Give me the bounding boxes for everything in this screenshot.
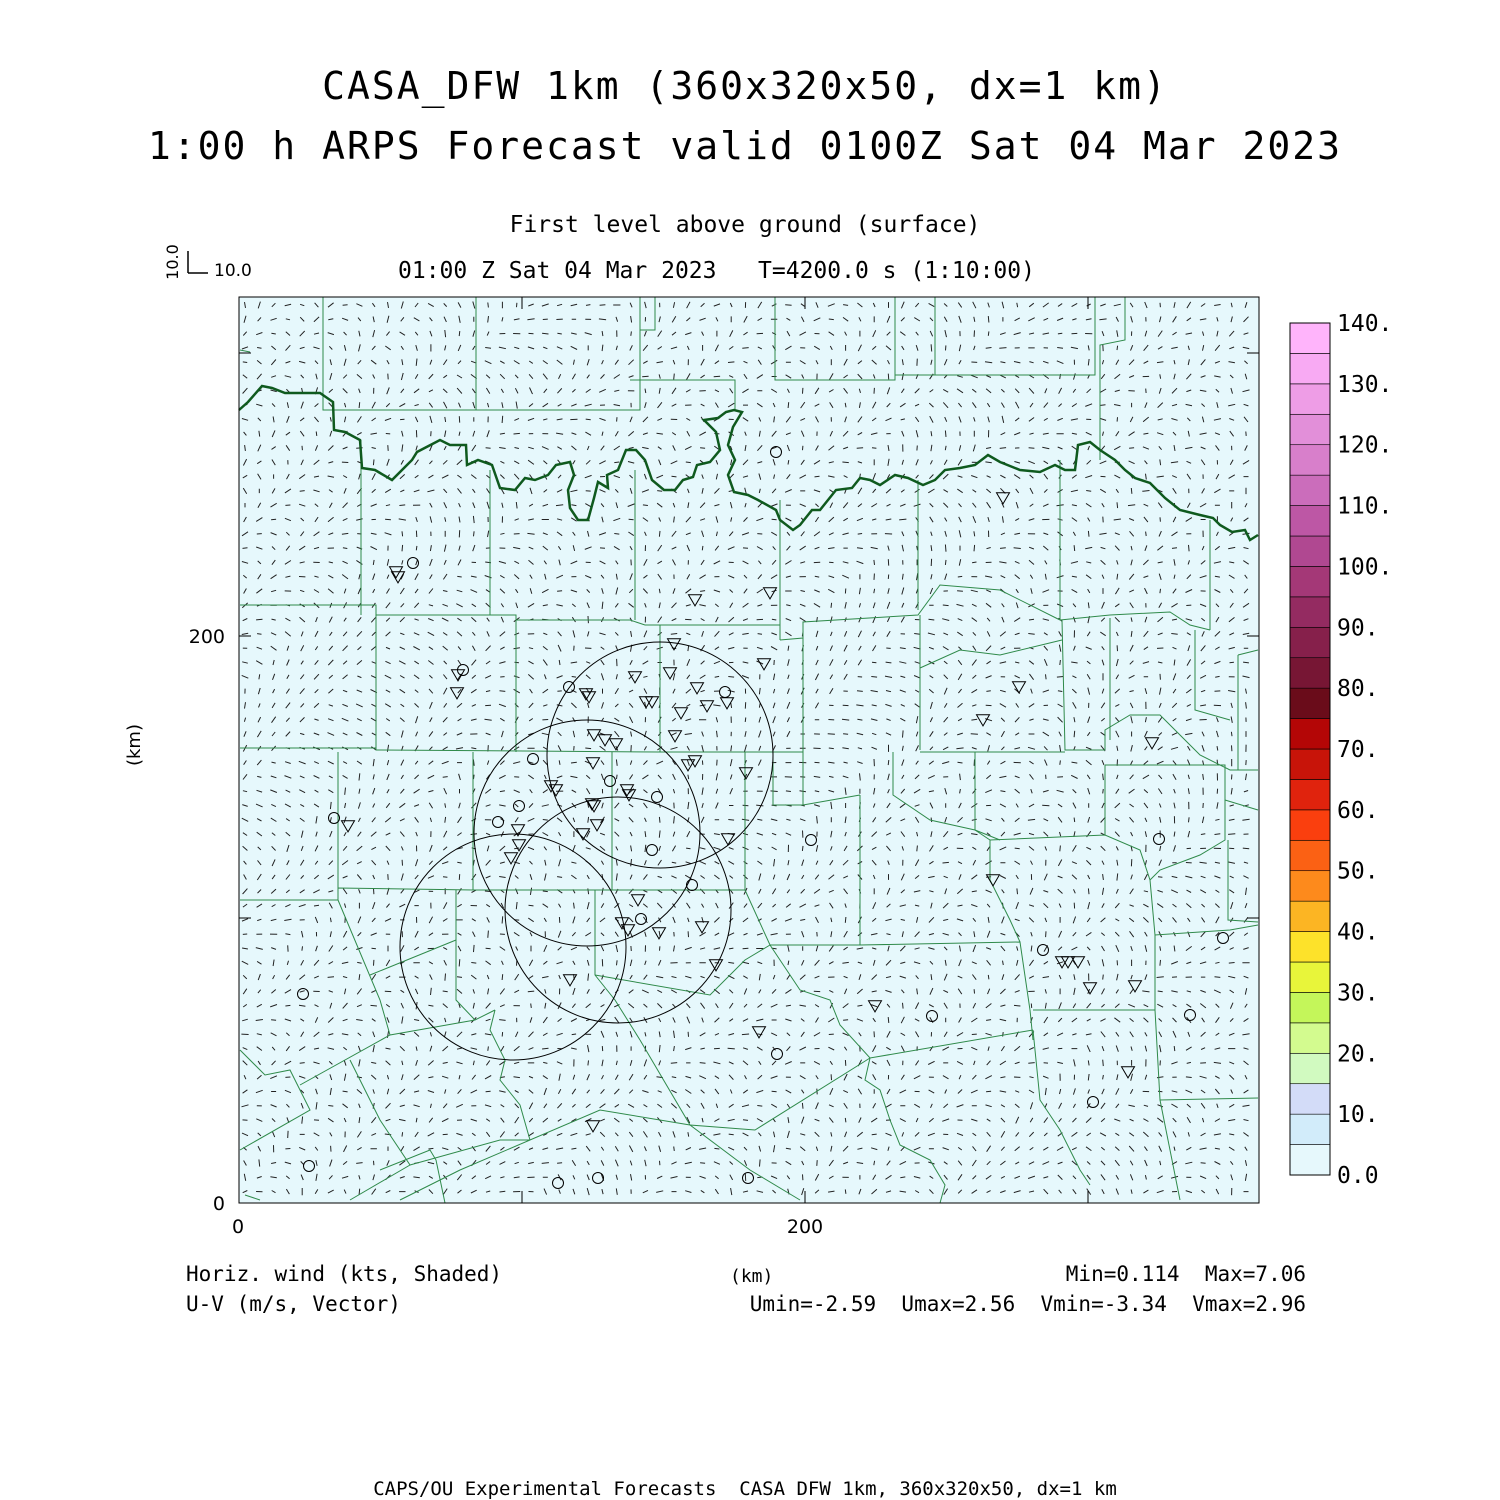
colorbar-label: 50.: [1337, 858, 1379, 885]
colorbar-label: 20.: [1337, 1041, 1379, 1068]
colorbar-cell: [1290, 810, 1330, 840]
colorbar-cell: [1290, 414, 1330, 444]
colorbar-cell: [1290, 992, 1330, 1022]
credit-line: CAPS/OU Experimental Forecasts CASA DFW 1km, 360x320x50, dx=1 km: [373, 1478, 1117, 1500]
field-description: Horiz. wind (kts, Shaded): [186, 1262, 503, 1286]
colorbar-cell: [1290, 901, 1330, 931]
colorbar-cells: [1290, 323, 1330, 1175]
colorbar-cell: [1290, 1145, 1330, 1175]
colorbar-cell: [1290, 353, 1330, 383]
colorbar-cell: [1290, 627, 1330, 657]
colorbar-label: 100.: [1337, 554, 1393, 581]
colorbar-label: 130.: [1337, 371, 1393, 398]
y-tick-200: 200: [188, 626, 225, 648]
colorbar-cell: [1290, 1023, 1330, 1053]
colorbar-cell: [1290, 962, 1330, 992]
colorbar-cell: [1290, 597, 1330, 627]
colorbar-label: 30.: [1337, 980, 1379, 1007]
colorbar-cell: [1290, 932, 1330, 962]
colorbar-cell: [1290, 506, 1330, 536]
colorbar-cell: [1290, 384, 1330, 414]
colorbar-cell: [1290, 1084, 1330, 1114]
colorbar-cell: [1290, 445, 1330, 475]
colorbar-cell: [1290, 475, 1330, 505]
colorbar-cell: [1290, 536, 1330, 566]
colorbar-label: 110.: [1337, 493, 1393, 520]
uv-stats: Umin=-2.59 Umax=2.56 Vmin=-3.34 Vmax=2.96: [749, 1292, 1306, 1316]
colorbar-cell: [1290, 840, 1330, 870]
colorbar-cell: [1290, 323, 1330, 353]
colorbar-label: 80.: [1337, 676, 1379, 703]
min-max-stats: Min=0.114 Max=7.06: [1065, 1262, 1306, 1286]
colorbar-label: 120.: [1337, 432, 1393, 459]
y-tick-0: 0: [212, 1193, 225, 1215]
colorbar-cell: [1290, 688, 1330, 718]
x-axis-label: (km): [730, 1266, 774, 1287]
colorbar: [1290, 311, 1392, 1189]
colorbar-cell: [1290, 871, 1330, 901]
colorbar-cell: [1290, 779, 1330, 809]
plot-title: CASA_DFW 1km (360x320x50, dx=1 km): [322, 64, 1168, 108]
colorbar-cell: [1290, 749, 1330, 779]
colorbar-cell: [1290, 719, 1330, 749]
colorbar-cell: [1290, 1114, 1330, 1144]
x-tick-200: 200: [786, 1216, 824, 1238]
colorbar-label: 10.: [1337, 1102, 1379, 1129]
colorbar-labels: [1337, 311, 1392, 1189]
map-panel: [239, 297, 1259, 1203]
reference-vector-horizontal-label: 10.0: [214, 261, 252, 281]
colorbar-label: 60.: [1337, 797, 1379, 824]
level-label: First level above ground (surface): [509, 212, 981, 238]
colorbar-label: 40.: [1337, 919, 1379, 946]
valid-time-label: 01:00 Z Sat 04 Mar 2023 T=4200.0 s (1:10:00): [398, 258, 1035, 284]
plot-subtitle: 1:00 h ARPS Forecast valid 0100Z Sat 04 Mar 2023: [147, 124, 1343, 168]
reference-vector-vertical-label: 10.0: [163, 244, 182, 280]
colorbar-label: 70.: [1337, 737, 1379, 763]
colorbar-cell: [1290, 566, 1330, 596]
colorbar-cell: [1290, 1053, 1330, 1083]
colorbar-cell: [1290, 658, 1330, 688]
colorbar-label: 0.0: [1337, 1163, 1379, 1189]
vector-description: U-V (m/s, Vector): [186, 1292, 401, 1316]
y-axis-label: (km): [124, 723, 145, 767]
reference-vector: [163, 244, 252, 281]
colorbar-label: 90.: [1337, 615, 1379, 642]
x-tick-0: 0: [231, 1216, 245, 1238]
colorbar-label: 140.: [1337, 311, 1393, 337]
